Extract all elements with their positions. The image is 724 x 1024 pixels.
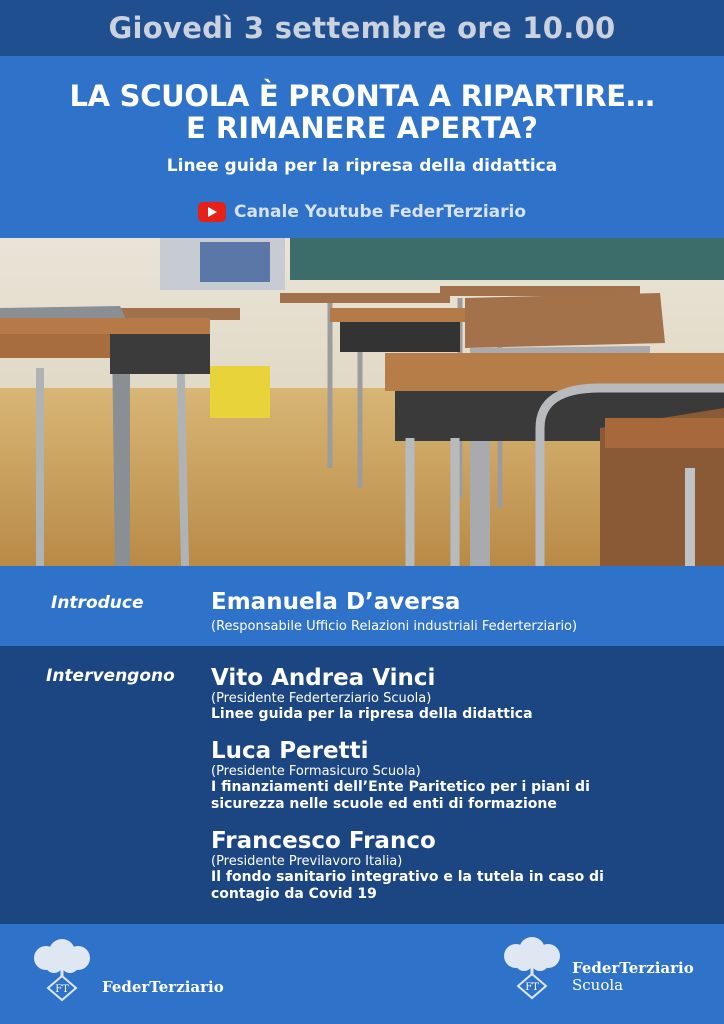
classroom-photo [0, 238, 724, 566]
federterziario-logo [24, 938, 224, 1002]
speaker-franco [211, 828, 604, 903]
subtitle: Linee guida per la ripresa della didattica [166, 156, 558, 176]
introduce-label: Introduce [51, 593, 144, 613]
event-date: Giovedì 3 settembre ore 10.00 [108, 11, 616, 45]
tree-logo-icon [494, 936, 570, 1000]
logo-right-sub: Scuola [572, 976, 624, 994]
speaker-topic-line-1: Il fondo sanitario integrativo e la tutela in caso di [211, 869, 604, 885]
speaker-name: Francesco Franco [211, 828, 436, 854]
speaker-topic: Linee guida per la ripresa della didattica [211, 706, 533, 722]
logo-right-text [572, 960, 694, 994]
speaker-topic-line-2: contagio da Covid 19 [211, 886, 377, 902]
introduce-section [0, 566, 724, 646]
logo-right-name: FederTerziario [572, 959, 694, 977]
speaker-role: (Presidente Formasicuro Scuola) [211, 764, 421, 779]
footer [0, 924, 724, 1024]
speakers-section [0, 646, 724, 924]
speaker-vinci [211, 665, 533, 723]
tree-logo-icon [24, 938, 100, 1002]
youtube-label: Canale Youtube FederTerziario [233, 202, 527, 222]
speakers-label: Intervengono [46, 666, 175, 686]
speaker-topic-line-1: I finanziamenti dell’Ente Paritetico per i piani di [211, 779, 590, 795]
introducer-role: (Responsabile Ufficio Relazioni industriali Federterziario) [211, 619, 578, 634]
speaker-role: (Presidente Federterziario Scuola) [211, 691, 432, 706]
speaker-peretti [211, 738, 590, 813]
logo-monogram: FT [525, 982, 539, 993]
youtube-channel-link[interactable] [0, 202, 724, 222]
speaker-name: Vito Andrea Vinci [211, 665, 436, 691]
header [0, 56, 724, 238]
youtube-icon [198, 202, 226, 222]
title-line-2: E RIMANERE APERTA? [186, 111, 538, 145]
date-bar [0, 0, 724, 56]
speaker-role: (Presidente Previlavoro Italia) [211, 854, 403, 869]
introducer [211, 589, 577, 634]
federterziario-scuola-logo [494, 936, 694, 1000]
speaker-name: Luca Peretti [211, 738, 369, 764]
logo-left-text: FederTerziario [102, 978, 224, 996]
logo-monogram: FT [55, 984, 69, 995]
introducer-name: Emanuela D’aversa [211, 589, 461, 615]
title-line-1: LA SCUOLA È PRONTA A RIPARTIRE… [69, 79, 655, 113]
speaker-topic-line-2: sicurezza nelle scuole ed enti di formazione [211, 796, 557, 812]
